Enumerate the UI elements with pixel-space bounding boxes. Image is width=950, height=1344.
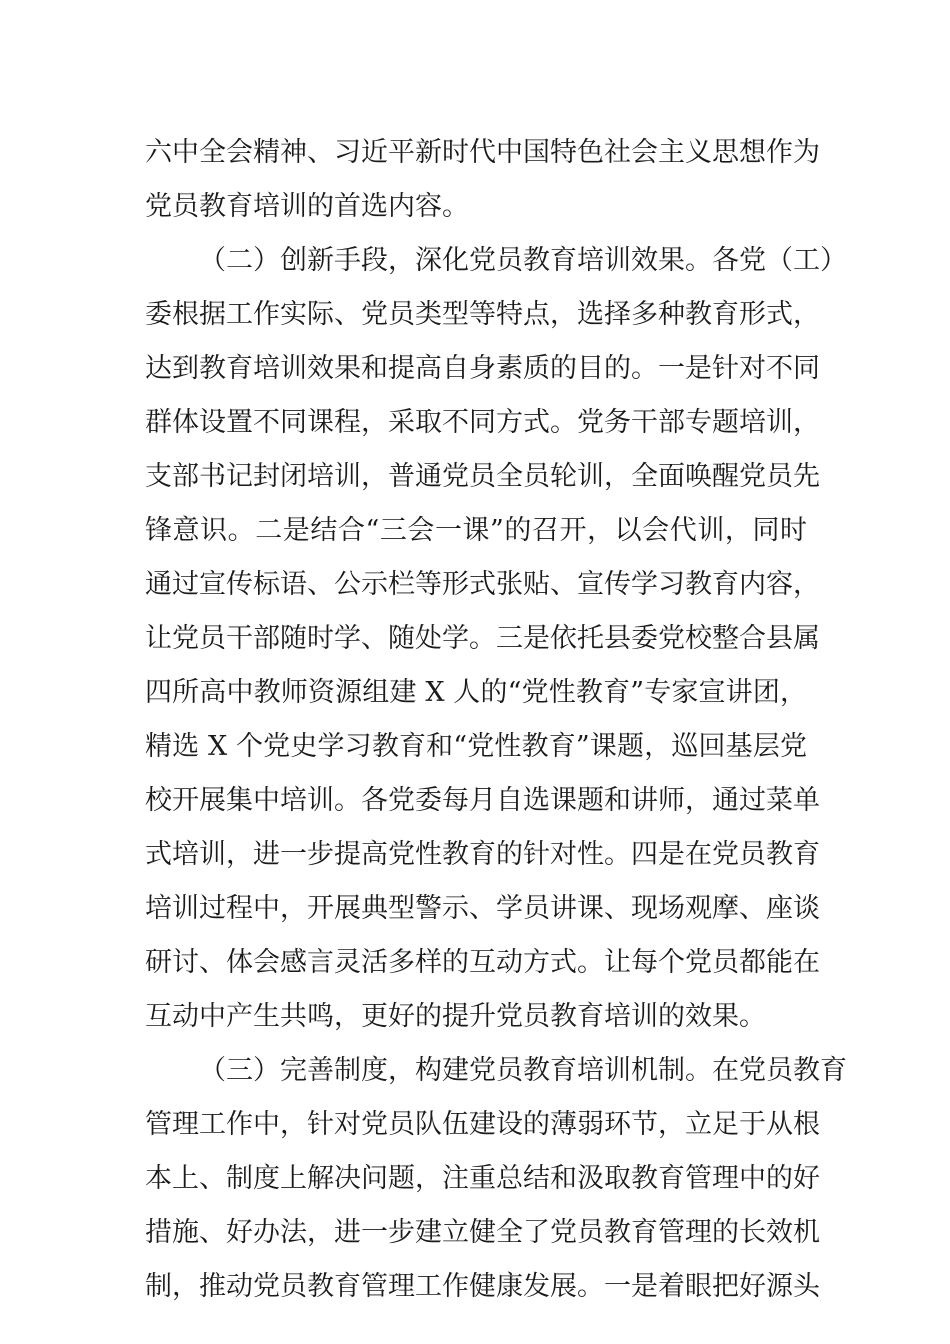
text-line: （三）完善制度，构建党员教育培训机制。在党员教育 (199, 1055, 847, 1086)
text-line: 党员教育培训的首选内容。 (145, 191, 469, 222)
text-line: 通过宣传标语、公示栏等形式张贴、宣传学习教育内容， (145, 569, 820, 600)
text-line: 四所高中教师资源组建 X 人的“党性教育”专家宣讲团， (145, 677, 807, 708)
text-line: 管理工作中，针对党员队伍建设的薄弱环节，立足于从根 (145, 1109, 820, 1140)
text-line: 本上、制度上解决问题，注重总结和汲取教育管理中的好 (145, 1163, 820, 1194)
body-text (145, 126, 847, 1314)
text-line: 六中全会精神、习近平新时代中国特色社会主义思想作为 (145, 137, 820, 168)
text-line: 培训过程中，开展典型警示、学员讲课、现场观摩、座谈 (145, 893, 820, 924)
text-line: 互动中产生共鸣，更好的提升党员教育培训的效果。 (145, 1001, 766, 1032)
text-line: 制，推动党员教育管理工作健康发展。一是着眼把好源头 (145, 1271, 820, 1302)
text-line: 式培训，进一步提高党性教育的针对性。四是在党员教育 (145, 839, 820, 870)
text-line: （二）创新手段，深化党员教育培训效果。各党（工） (199, 245, 847, 276)
text-line: 锋意识。二是结合“三会一课”的召开，以会代训，同时 (145, 515, 807, 546)
text-line: 精选 X 个党史学习教育和“党性教育”课题，巡回基层党 (145, 731, 807, 762)
text-line: 委根据工作实际、党员类型等特点，选择多种教育形式， (145, 299, 820, 330)
text-line: 支部书记封闭培训，普通党员全员轮训，全面唤醒党员先 (145, 461, 820, 492)
text-line: 研讨、体会感言灵活多样的互动方式。让每个党员都能在 (145, 947, 820, 978)
text-line: 达到教育培训效果和提高自身素质的目的。一是针对不同 (145, 353, 820, 384)
text-line: 让党员干部随时学、随处学。三是依托县委党校整合县属 (145, 623, 820, 654)
text-line: 校开展集中培训。各党委每月自选课题和讲师，通过菜单 (145, 785, 820, 816)
text-line: 群体设置不同课程，采取不同方式。党务干部专题培训， (145, 407, 820, 438)
text-line: 措施、好办法，进一步建立健全了党员教育管理的长效机 (145, 1217, 820, 1248)
